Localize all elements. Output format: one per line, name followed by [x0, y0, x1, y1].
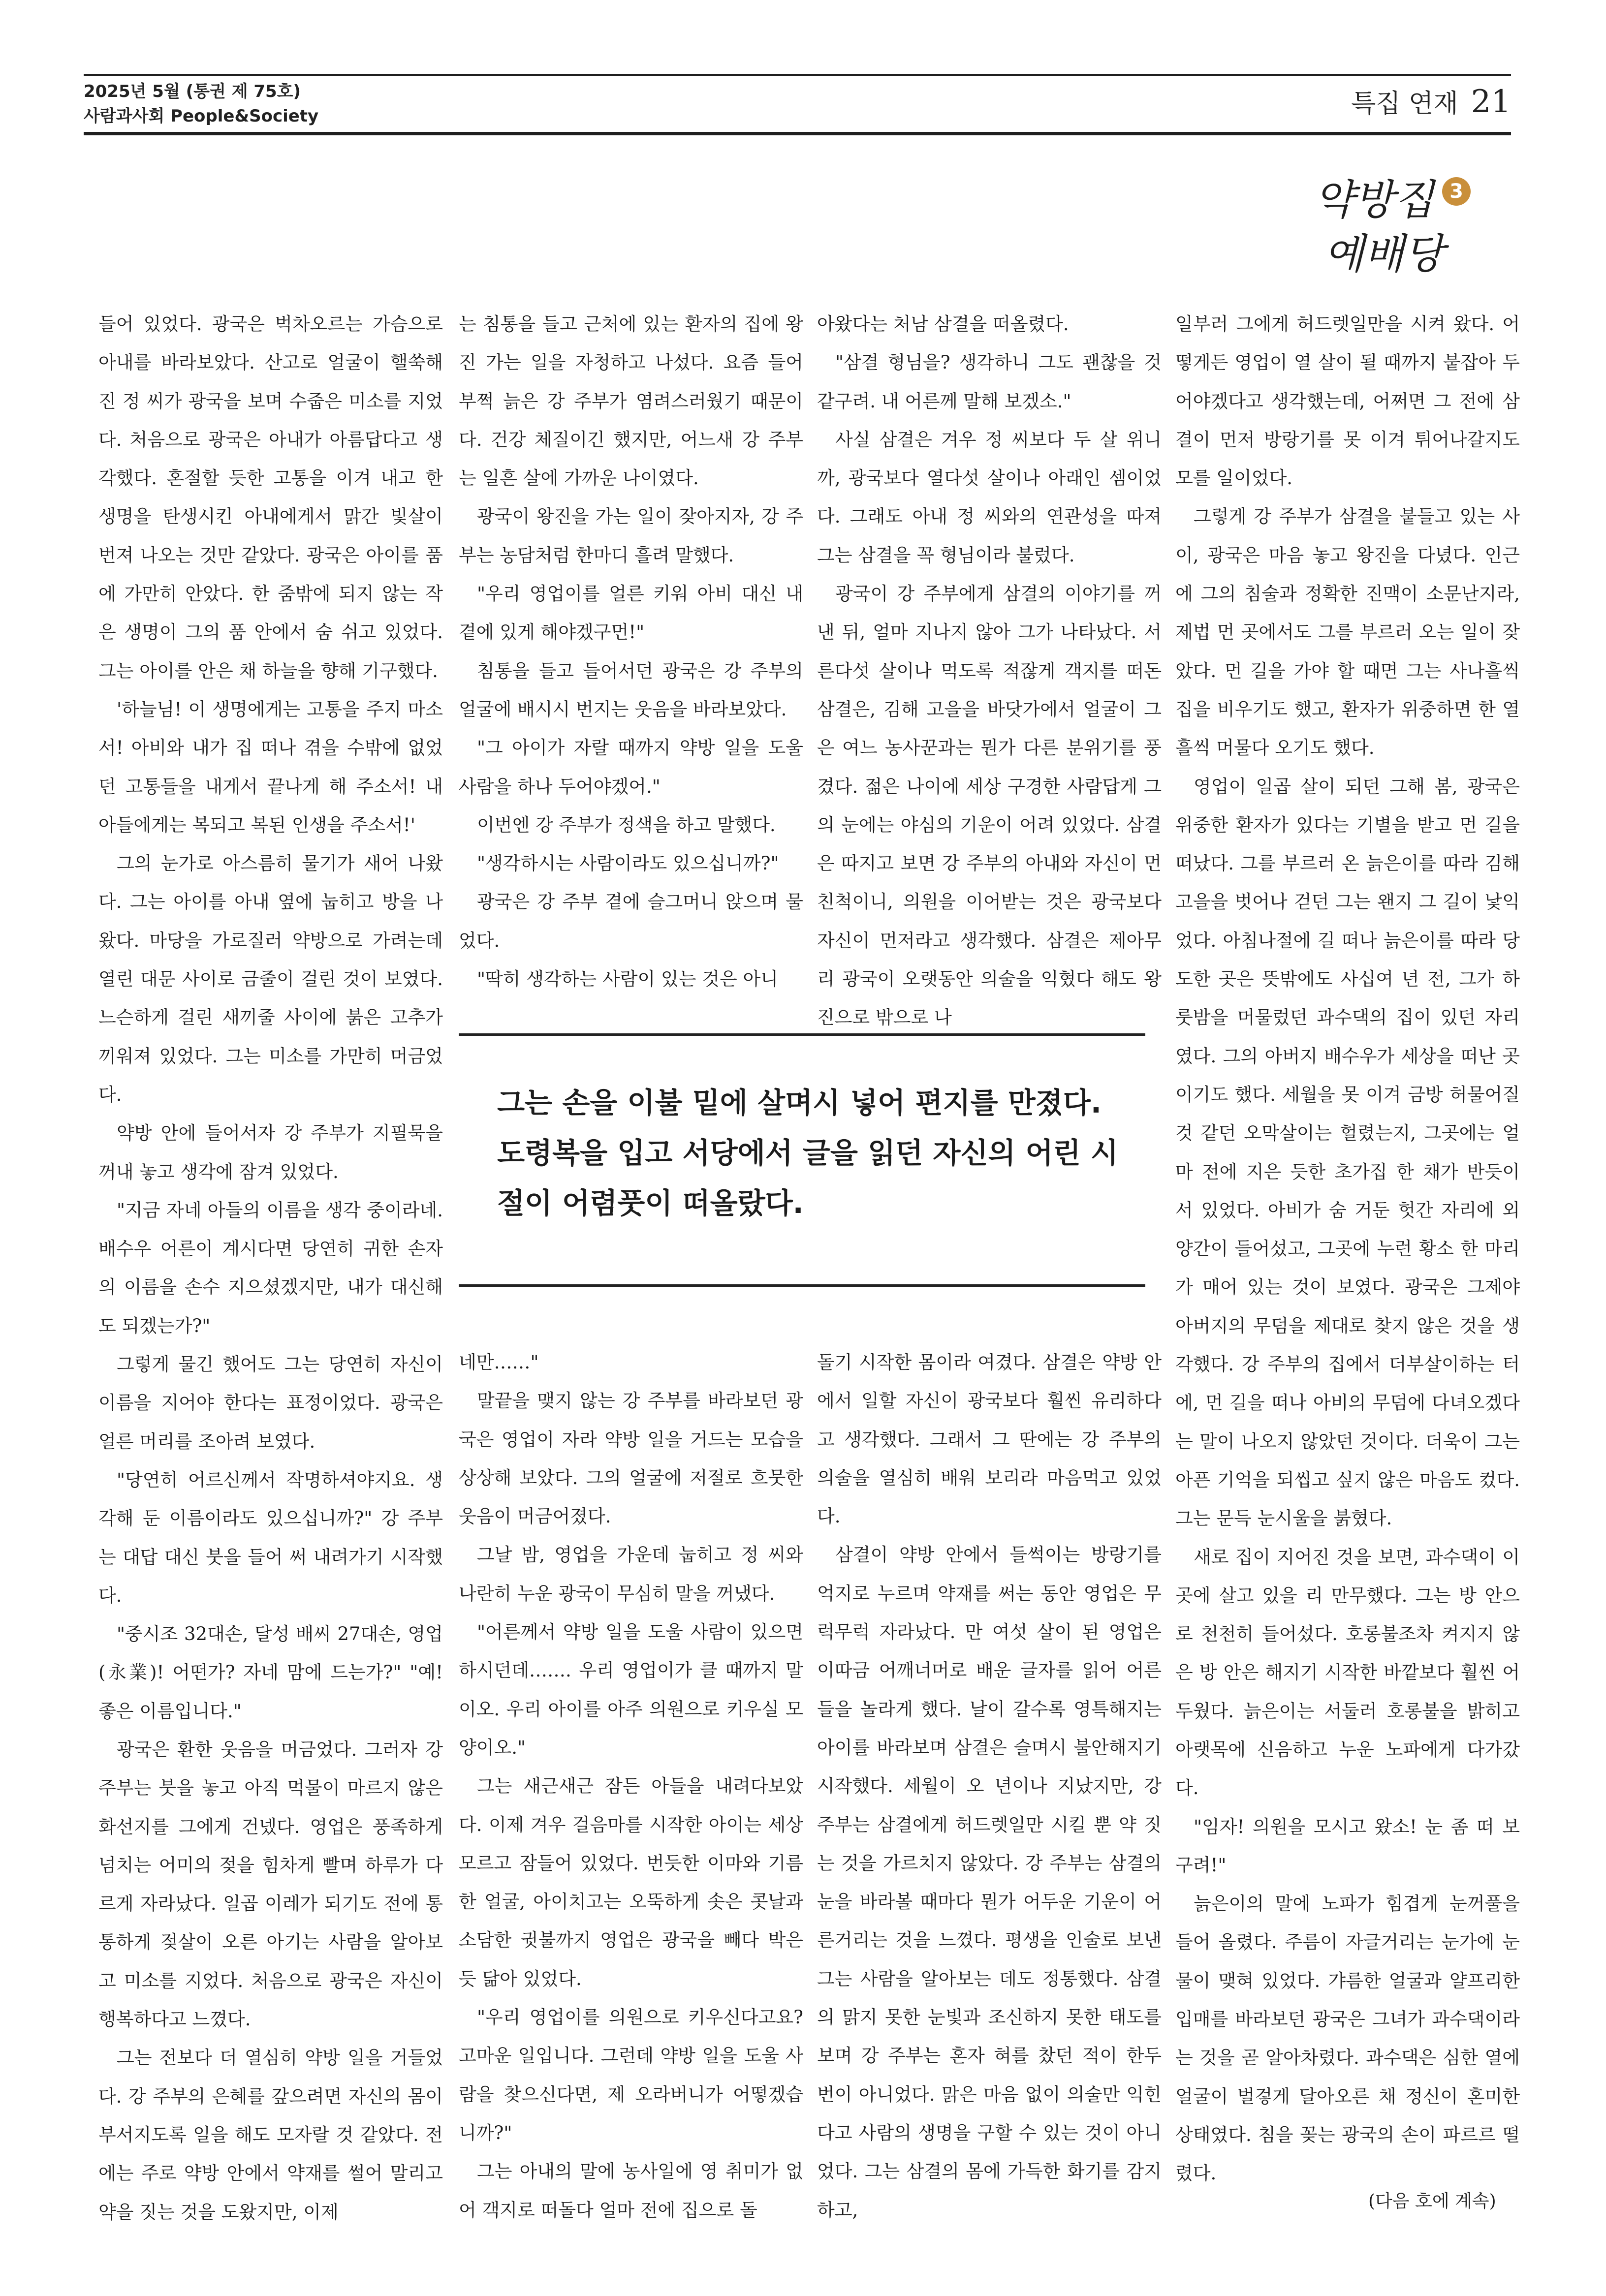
paragraph: "지금 자네 아들의 이름을 생각 중이라네. 배수우 어른이 계시다면 당연히 귀한 손자의 이름을 손수 지으셨겠지만, 내가 대신해도 되겠는가?"	[98, 1199, 443, 1336]
page-number: 21	[1471, 84, 1511, 120]
paragraph: 그렇게 강 주부가 삼결을 붙들고 있는 사이, 광국은 마음 놓고 왕진을 다녔다. 인근에 그의 침술과 정확한 진맥이 소문난지라, 제법 먼 곳에서도 그를 부르러 오는 일이 잦았다. 먼 길을 가야 할 때면 그는 사나흘씩 집을 비우기도 했고, 환자가 위중하면 한 열흘씩 머물다 오기도 했다.	[1175, 506, 1520, 759]
paragraph: 침통을 들고 들어서던 광국은 강 주부의 얼굴에 배시시 번지는 웃음을 바라보았다.	[459, 660, 803, 720]
paragraph: 들어 있었다. 광국은 벅차오르는 가슴으로 아내를 바라보았다. 산고로 얼굴이 핼쑥해진 정 씨가 광국을 보며 수줍은 미소를 지었다. 처음으로 광국은 아내가 아름답다고 생각했다. 혼절할 듯한 고통을 이겨 내고 한 생명을 탄생시킨 아내에게서 맑간 빛살이 번져 나오는 것만 같았다. 광국은 아이를 품에 가만히 안았다. 한 줌밖에 되지 않는 작은 생명이 그의 품 안에서 숨 쉬고 있었다. 그는 아이를 안은 채 하늘을 향해 기구했다.	[98, 313, 443, 682]
article-column-3	[817, 305, 1162, 1037]
article-column-2	[459, 305, 803, 998]
paragraph: "그 아이가 자랄 때까지 약방 일을 도울 사람을 하나 두어야겠어."	[459, 737, 803, 797]
paragraph: 사실 삼결은 겨우 정 씨보다 두 살 위니까, 광국보다 열다섯 살이나 아래인 셈이었다. 그래도 아내 정 씨와의 연관성을 따져 그는 삼결을 꼭 형님이라 불렀다.	[817, 429, 1162, 566]
paragraph: 영업이 일곱 살이 되던 그해 봄, 광국은 위중한 환자가 있다는 기별을 받고 먼 길을 떠났다. 그를 부르러 온 늙은이를 따라 김해 고을을 벗어나 걷던 그는 왠지 그 길이 낯익었다. 아침나절에 길 떠나 늙은이를 따라 당도한 곳은 뜻밖에도 사십여 년 전, 그가 하룻밤을 머물렀던 과수댁의 집이 있던 자리였다. 그의 아버지 배수우가 세상을 떠난 곳이기도 했다. 세월을 못 이겨 금방 허물어질 것 같던 오막살이는 헐렸는지, 그곳에는 얼마 전에 지은 듯한 초가집 한 채가 반듯이 서 있었다. 아비가 숨 거둔 헛간 자리에 외양간이 들어섰고, 그곳에 누런 황소 한 마리가 매어 있는 것이 보였다. 광국은 그제야 아버지의 무덤을 제대로 찾지 않은 것을 생각했다. 강 주부의 집에서 더부살이하는 터에, 먼 길을 떠나 아비의 무덤에 다녀오겠다는 말이 나오지 않았던 것이다. 더욱이 그는 아픈 기억을 되씹고 싶지 않은 마음도 컸다. 그는 문득 눈시울을 붉혔다.	[1175, 776, 1520, 1529]
paragraph: 약방 안에 들어서자 강 주부가 지필묵을 꺼내 놓고 생각에 잠겨 있었다.	[98, 1122, 443, 1182]
pull-quote: 그는 손을 이불 밑에 살며시 넣어 편지를 만졌다. 도령복을 입고 서당에서 글을 읽던 자신의 어린 시절이 어렴풋이 떠올랐다.	[497, 1086, 1118, 1220]
article-column-1	[98, 305, 443, 2232]
issue-info: 2025년 5월 (통권 제 75호)	[84, 82, 301, 101]
paragraph: 아왔다는 처남 삼결을 떠올렸다.	[817, 313, 1069, 335]
paragraph: "우리 영업이를 의원으로 키우신다고요? 고마운 일입니다. 그런데 약방 일을 도울 사람을 찾으신다면, 제 오라버니가 어떻겠습니까?"	[459, 2007, 803, 2143]
pull-quote-top-rule	[459, 1033, 1145, 1036]
header-top-rule	[84, 74, 1511, 76]
paragraph: 그는 아내의 말에 농사일에 영 취미가 없어 객지로 떠돌다 얼마 전에 집으로 돌	[459, 2161, 803, 2221]
paragraph: 광국은 환한 웃음을 머금었다. 그러자 강 주부는 붓을 놓고 아직 먹물이 마르지 않은 화선지를 그에게 건넸다. 영업은 풍족하게 넘치는 어미의 젖을 힘차게 빨며 하루가 다르게 자라났다. 일곱 이레가 되기도 전에 통통하게 젖살이 오른 아기는 사람을 알아보고 미소를 지었다. 처음으로 광국은 자신이 행복하다고 느꼈다.	[98, 1738, 443, 2030]
paragraph: 돌기 시작한 몸이라 여겼다. 삼결은 약방 안에서 일할 자신이 광국보다 훨씬 유리하다고 생각했다. 그래서 그 딴에는 강 주부의 의술을 열심히 배워 보리라 마음먹고 있었다.	[817, 1352, 1162, 1527]
paragraph: "생각하시는 사람이라도 있으십니까?"	[477, 853, 779, 874]
header-bottom-rule	[84, 132, 1511, 135]
series-logo-line2: 예배당	[1324, 230, 1444, 278]
paragraph: 말끝을 맺지 않는 강 주부를 바라보던 광국은 영업이 자라 약방 일을 거드는 모습을 상상해 보았다. 그의 얼굴에 저절로 흐뭇한 웃음이 머금어졌다.	[459, 1390, 803, 1527]
paragraph: "당연히 어르신께서 작명하셔야지요. 생각해 둔 이름이라도 있으십니까?" 강 주부는 대답 대신 붓을 들어 써 내려가기 시작했다.	[98, 1469, 443, 1606]
series-logo-line1: 약방집	[1314, 176, 1434, 224]
pull-quote-bottom-rule	[459, 1284, 1145, 1287]
paragraph: 광국이 강 주부에게 삼결의 이야기를 꺼낸 뒤, 얼마 지나지 않아 그가 나타났다. 서른다섯 살이나 먹도록 적잖게 객지를 떠돈 삼결은, 김해 고을을 바닷가에서 얼굴이 그은 여느 농사꾼과는 뭔가 다른 분위기를 풍겼다. 젊은 나이에 세상 구경한 사람답게 그의 눈에는 야심의 기운이 어려 있었다. 삼결은 따지고 보면 강 주부의 아내와 자신이 먼 친척이니, 의원을 이어받는 것은 광국보다 자신이 먼저라고 생각했다. 삼결은 제아무리 광국이 오랫동안 의술을 익혔다 해도 왕진으로 밖으로 나	[817, 583, 1162, 1028]
paragraph: "임자! 의원을 모시고 왔소! 눈 좀 떠 보구려!"	[1175, 1816, 1520, 1876]
pull-quote-box	[459, 1033, 1145, 1289]
article-column-2-bottom	[459, 1343, 803, 2230]
section-heading	[1351, 83, 1511, 120]
paragraph: 그는 새근새근 잠든 아들을 내려다보았다. 이제 겨우 걸음마를 시작한 아이는 세상모르고 잠들어 있었다. 번듯한 이마와 기름한 얼굴, 아이치고는 오뚝하게 솟은 콧날과 소담한 귓불까지 영업은 광국을 빼다 박은 듯 닮아 있었다.	[459, 1775, 803, 1989]
paragraph: 네만……"	[459, 1352, 539, 1373]
paragraph: 그렇게 물긴 했어도 그는 당연히 자신이 이름을 지어야 한다는 표정이었다. 광국은 얼른 머리를 조아려 보였다.	[98, 1354, 443, 1452]
article-column-4	[1175, 305, 1520, 2193]
paragraph: "우리 영업이를 얼른 키워 아비 대신 내 곁에 있게 해야겠구먼!"	[459, 583, 803, 643]
paragraph: 늙은이의 말에 노파가 힘겹게 눈꺼풀을 들어 올렸다. 주름이 자글거리는 눈가에 눈물이 맺혀 있었다. 갸름한 얼굴과 얄프리한 입매를 바라보던 광국은 그녀가 과수댁이라는 것을 곧 알아차렸다. 과수댁은 심한 열에 얼굴이 벌겋게 달아오른 채 정신이 혼미한 상태였다. 침을 꽂는 광국의 손이 파르르 떨렸다.	[1175, 1893, 1520, 2184]
paragraph: '하늘님! 이 생명에게는 고통을 주지 마소서! 아비와 내가 집 떠나 겪을 수밖에 없었던 고통들을 내게서 끝나게 해 주소서! 내 아들에게는 복되고 복된 인생을 주소서!'	[98, 698, 443, 836]
paragraph: 그날 밤, 영업을 가운데 눕히고 정 씨와 나란히 누운 광국이 무심히 말을 꺼냈다.	[459, 1544, 803, 1604]
article-column-3-bottom	[817, 1343, 1162, 2230]
paragraph: "중시조 32대손, 달성 배씨 27대손, 영업(永業)! 어떤가? 자네 맘에 드는가?" "예! 좋은 이름입니다."	[98, 1623, 443, 1722]
paragraph: 이번엔 강 주부가 정색을 하고 말했다.	[477, 814, 776, 836]
paragraph: "딱히 생각하는 사람이 있는 것은 아니	[477, 968, 778, 990]
paragraph: 광국이 왕진을 가는 일이 잦아지자, 강 주부는 농담처럼 한마디 흘려 말했다.	[459, 506, 803, 566]
paragraph: "어른께서 약방 일을 도울 사람이 있으면 하시던데……. 우리 영업이가 클 때까지 말이오. 우리 아이를 아주 의원으로 키우실 모양이오."	[459, 1621, 803, 1758]
continued-note: (다음 호에 계속)	[1368, 2191, 1496, 2211]
page-header	[84, 74, 1511, 135]
episode-badge: 3	[1442, 177, 1471, 206]
paragraph: 는 침통을 들고 근처에 있는 환자의 집에 왕진 가는 일을 자청하고 나섰다. 요즘 들어 부쩍 늙은 강 주부가 염려스러웠기 때문이다. 건강 체질이긴 했지만, 어느새 강 주부는 일흔 살에 가까운 나이였다.	[459, 313, 803, 489]
paragraph: 그의 눈가로 아스름히 물기가 새어 나왔다. 그는 아이를 아내 옆에 눕히고 방을 나왔다. 마당을 가로질러 약방으로 가려는데 열린 대문 사이로 금줄이 걸린 것이 보였다. 느슨하게 걸린 새끼줄 사이에 붉은 고추가 끼워져 있었다. 그는 미소를 가만히 머금었다.	[98, 853, 443, 1105]
paragraph: 새로 집이 지어진 것을 보면, 과수댁이 이곳에 살고 있을 리 만무했다. 그는 방 안으로 천천히 들어섰다. 호롱불조차 켜지지 않은 방 안은 해지기 시작한 바깥보다 훨씬 어두웠다. 늙은이는 서둘러 호롱불을 밝히고 아랫목에 신음하고 누운 노파에게 다가갔다.	[1175, 1546, 1520, 1799]
paragraph: 그는 전보다 더 열심히 약방 일을 거들었다. 강 주부의 은혜를 갚으려면 자신의 몸이 부서지도록 일을 해도 모자랄 것 같았다. 전에는 주로 약방 안에서 약재를 썰어 말리고 약을 짓는 것을 도왔지만, 이제	[98, 2047, 443, 2223]
section-title: 특집 연재	[1351, 89, 1458, 119]
paragraph: 광국은 강 주부 곁에 슬그머니 앉으며 물었다.	[459, 891, 803, 951]
paragraph: 일부러 그에게 허드렛일만을 시켜 왔다. 어떻게든 영업이 열 살이 될 때까지 붙잡아 두어야겠다고 생각했는데, 어쩌면 그 전에 삼결이 먼저 방랑기를 못 이겨 튀어나갈지도 모를 일이었다.	[1175, 313, 1520, 489]
paragraph: "삼결 형님을? 생각하니 그도 괜찮을 것 같구려. 내 어른께 말해 보겠소."	[817, 352, 1162, 412]
paragraph: 삼결이 약방 안에서 들썩이는 방랑기를 억지로 누르며 약재를 써는 동안 영업은 무럭무럭 자라났다. 만 여섯 살이 된 영업은 이따금 어깨너머로 배운 글자를 읽어 어른들을 놀라게 했다. 날이 갈수록 영특해지는 아이를 바라보며 삼결은 슬며시 불안해지기 시작했다. 세월이 오 년이나 지났지만, 강 주부는 삼결에게 허드렛일만 시킬 뿐 약 짓는 것을 가르치지 않았다. 강 주부는 삼결의 눈을 바라볼 때마다 뭔가 어두운 기운이 어른거리는 것을 느꼈다. 평생을 인술로 보낸 그는 사람을 알아보는 데도 정통했다. 삼결의 맑지 못한 눈빛과 조신하지 못한 태도를 보며 강 주부는 혼자 혀를 찼던 적이 한두 번이 아니었다. 맑은 마음 없이 의술만 익힌다고 사람의 생명을 구할 수 있는 것이 아니었다. 그는 삼결의 몸에 가득한 화기를 감지하고,	[817, 1544, 1162, 2221]
magazine-name: 사람과사회 People&Society	[84, 106, 319, 126]
